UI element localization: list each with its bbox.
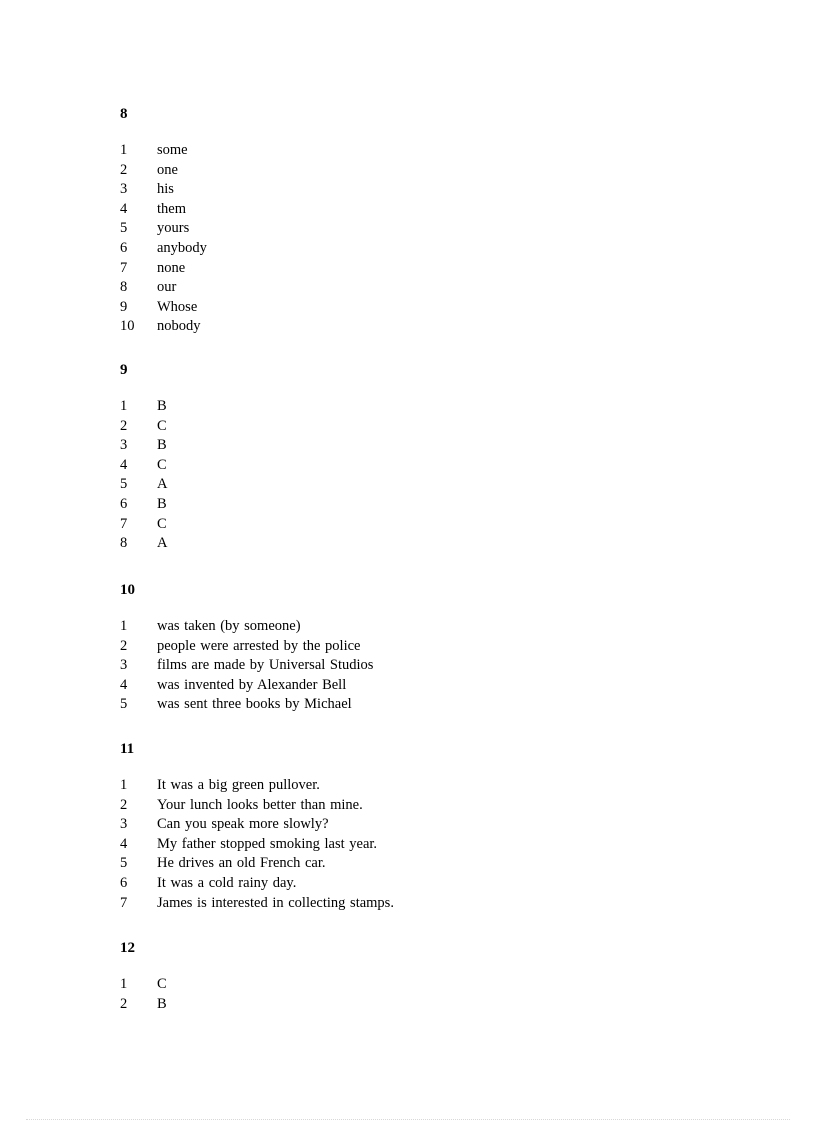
item-answer: Your lunch looks better than mine. [157, 796, 363, 813]
item-number: 2 [120, 637, 128, 654]
item-answer: He drives an old French car. [157, 855, 326, 872]
section-heading: 11 [120, 741, 135, 757]
item-answer: It was a cold rainy day. [157, 874, 297, 891]
item-answer: C [157, 456, 167, 473]
item-answer: B [157, 437, 167, 454]
item-answer: was sent three books by Michael [157, 696, 352, 713]
item-number: 2 [120, 417, 128, 434]
item-number: 1 [120, 777, 128, 793]
item-answer: nobody [157, 318, 201, 335]
item-number: 2 [120, 161, 128, 178]
item-number: 5 [120, 476, 128, 493]
item-answer: his [157, 181, 174, 198]
section-heading: 10 [120, 582, 135, 598]
item-number: 7 [120, 515, 128, 532]
item-answer: was invented by Alexander Bell [157, 676, 347, 693]
item-number: 2 [120, 995, 128, 1012]
item-answer: people were arrested by the police [157, 637, 361, 654]
item-answer: none [157, 259, 186, 276]
item-answer: yours [157, 220, 190, 237]
item-number: 4 [120, 200, 128, 217]
item-number: 7 [120, 259, 128, 276]
item-number: 8 [120, 535, 128, 552]
item-number: 5 [120, 696, 128, 713]
item-answer: James is interested in collecting stamps. [157, 894, 394, 911]
item-number: 5 [120, 220, 128, 237]
item-answer: Can you speak more slowly? [157, 816, 329, 833]
item-number: 1 [120, 976, 128, 992]
item-answer: B [157, 398, 167, 414]
section-heading: 8 [120, 106, 128, 122]
item-answer: A [157, 476, 168, 493]
item-answer: Whose [157, 298, 198, 315]
item-number: 7 [120, 894, 128, 911]
item-number: 8 [120, 279, 128, 296]
item-number: 5 [120, 855, 128, 872]
item-number: 3 [120, 816, 128, 833]
item-number: 3 [120, 181, 128, 198]
item-number: 2 [120, 796, 128, 813]
item-number: 6 [120, 495, 128, 512]
item-number: 6 [120, 239, 128, 256]
item-answer: anybody [157, 239, 207, 256]
item-answer: A [157, 535, 168, 552]
item-answer: them [157, 200, 186, 217]
item-answer: C [157, 976, 167, 992]
item-answer: one [157, 161, 178, 178]
item-answer: B [157, 495, 167, 512]
item-answer: My father stopped smoking last year. [157, 835, 378, 852]
item-answer: some [157, 142, 188, 158]
item-number: 4 [120, 835, 128, 852]
section-heading: 12 [120, 940, 135, 956]
item-answer: B [157, 995, 167, 1012]
item-number: 4 [120, 456, 128, 473]
item-answer: was taken (by someone) [157, 618, 301, 634]
item-number: 1 [120, 142, 128, 158]
section-heading: 9 [120, 362, 128, 378]
item-answer: It was a big green pullover. [157, 777, 320, 793]
page-bottom-rule [26, 1119, 790, 1120]
item-answer: our [157, 279, 177, 296]
item-number: 3 [120, 437, 128, 454]
item-number: 10 [120, 318, 135, 335]
item-answer: films are made by Universal Studios [157, 657, 374, 674]
item-number: 1 [120, 398, 128, 414]
item-number: 1 [120, 618, 128, 634]
item-number: 3 [120, 657, 128, 674]
item-number: 4 [120, 676, 128, 693]
item-number: 9 [120, 298, 128, 315]
item-answer: C [157, 417, 167, 434]
item-number: 6 [120, 874, 128, 891]
item-answer: C [157, 515, 167, 532]
